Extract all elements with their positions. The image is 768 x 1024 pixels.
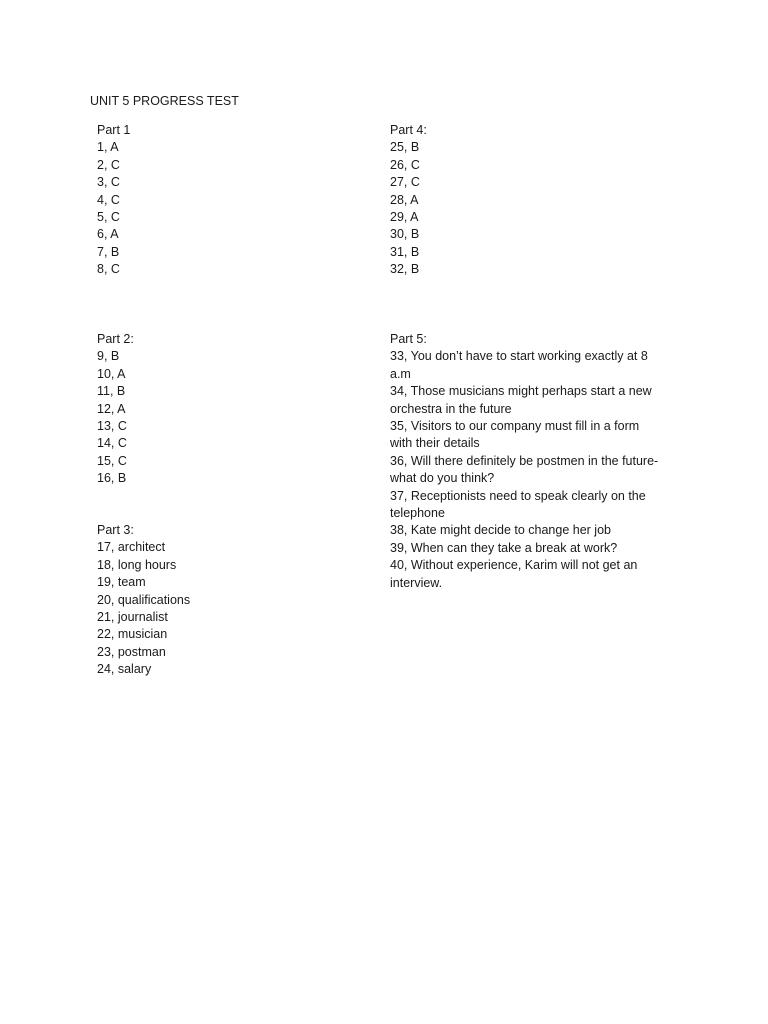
answer-line: 35, Visitors to our company must fill in a form	[390, 419, 640, 434]
answer-item: 31, B	[390, 244, 420, 259]
answer-item: 27, C	[390, 175, 420, 190]
answer-item: 4, C	[97, 192, 120, 207]
answer-item: 28, A	[390, 192, 419, 207]
part-5-answers	[390, 331, 680, 592]
answer-item: 32, B	[390, 262, 420, 277]
answer-line: telephone	[390, 506, 445, 521]
answer-item: 26, C	[390, 157, 420, 172]
answer-item: 17, architect	[97, 540, 166, 555]
answer-item: 18, long hours	[97, 557, 177, 572]
answer-item: 5, C	[97, 210, 120, 225]
answer-item: 6, A	[97, 227, 119, 242]
answer-item: 3, C	[97, 175, 120, 190]
answer-item: 25, B	[390, 140, 420, 155]
answer-item: 1, A	[97, 140, 119, 155]
part-3-heading: Part 3:	[97, 523, 134, 537]
part-3-answers	[97, 522, 190, 679]
part-4-answers	[390, 122, 427, 279]
answer-item: 22, musician	[97, 627, 168, 642]
answer-line: what do you think?	[390, 471, 495, 486]
part-5-heading: Part 5:	[390, 332, 427, 346]
part-2-heading: Part 2:	[97, 332, 134, 346]
answer-item: 19, team	[97, 575, 146, 590]
part-1-heading: Part 1	[97, 123, 131, 137]
answer-item: 2, C	[97, 157, 120, 172]
answer-item: 7, B	[97, 244, 120, 259]
answer-line: 34, Those musicians might perhaps start a new	[390, 384, 652, 399]
answer-item: 29, A	[390, 210, 419, 225]
answer-line: orchestra in the future	[390, 401, 512, 416]
answer-item: 20, qualifications	[97, 592, 191, 607]
answer-line: 38, Kate might decide to change her job	[390, 523, 611, 538]
answer-line: with their details	[390, 436, 480, 451]
part-2-answers	[97, 331, 134, 488]
answer-item: 8, C	[97, 262, 120, 277]
document-title: UNIT 5 PROGRESS TEST	[90, 94, 239, 108]
answer-line: interview.	[390, 575, 443, 590]
answer-item: 24, salary	[97, 662, 152, 677]
answer-item: 16, B	[97, 471, 127, 486]
answer-line: 33, You don’t have to start working exactly at 8	[390, 349, 648, 364]
part-1-answers	[97, 122, 130, 279]
answer-item: 10, A	[97, 366, 126, 381]
answer-line: a.m	[390, 366, 411, 381]
part-4-heading: Part 4:	[390, 123, 427, 137]
answer-item: 14, C	[97, 436, 127, 451]
answer-line: 40, Without experience, Karim will not get an	[390, 558, 638, 573]
answer-line: 37, Receptionists need to speak clearly on the	[390, 488, 646, 503]
answer-line: 39, When can they take a break at work?	[390, 540, 618, 555]
answer-item: 23, postman	[97, 644, 166, 659]
answer-item: 9, B	[97, 349, 120, 364]
answer-item: 30, B	[390, 227, 420, 242]
answer-item: 15, C	[97, 453, 127, 468]
answer-item: 11, B	[97, 384, 126, 399]
answer-item: 12, A	[97, 401, 126, 416]
answer-line: 36, Will there definitely be postmen in the future-	[390, 453, 659, 468]
answer-item: 13, C	[97, 419, 127, 434]
answer-item: 21, journalist	[97, 610, 168, 625]
